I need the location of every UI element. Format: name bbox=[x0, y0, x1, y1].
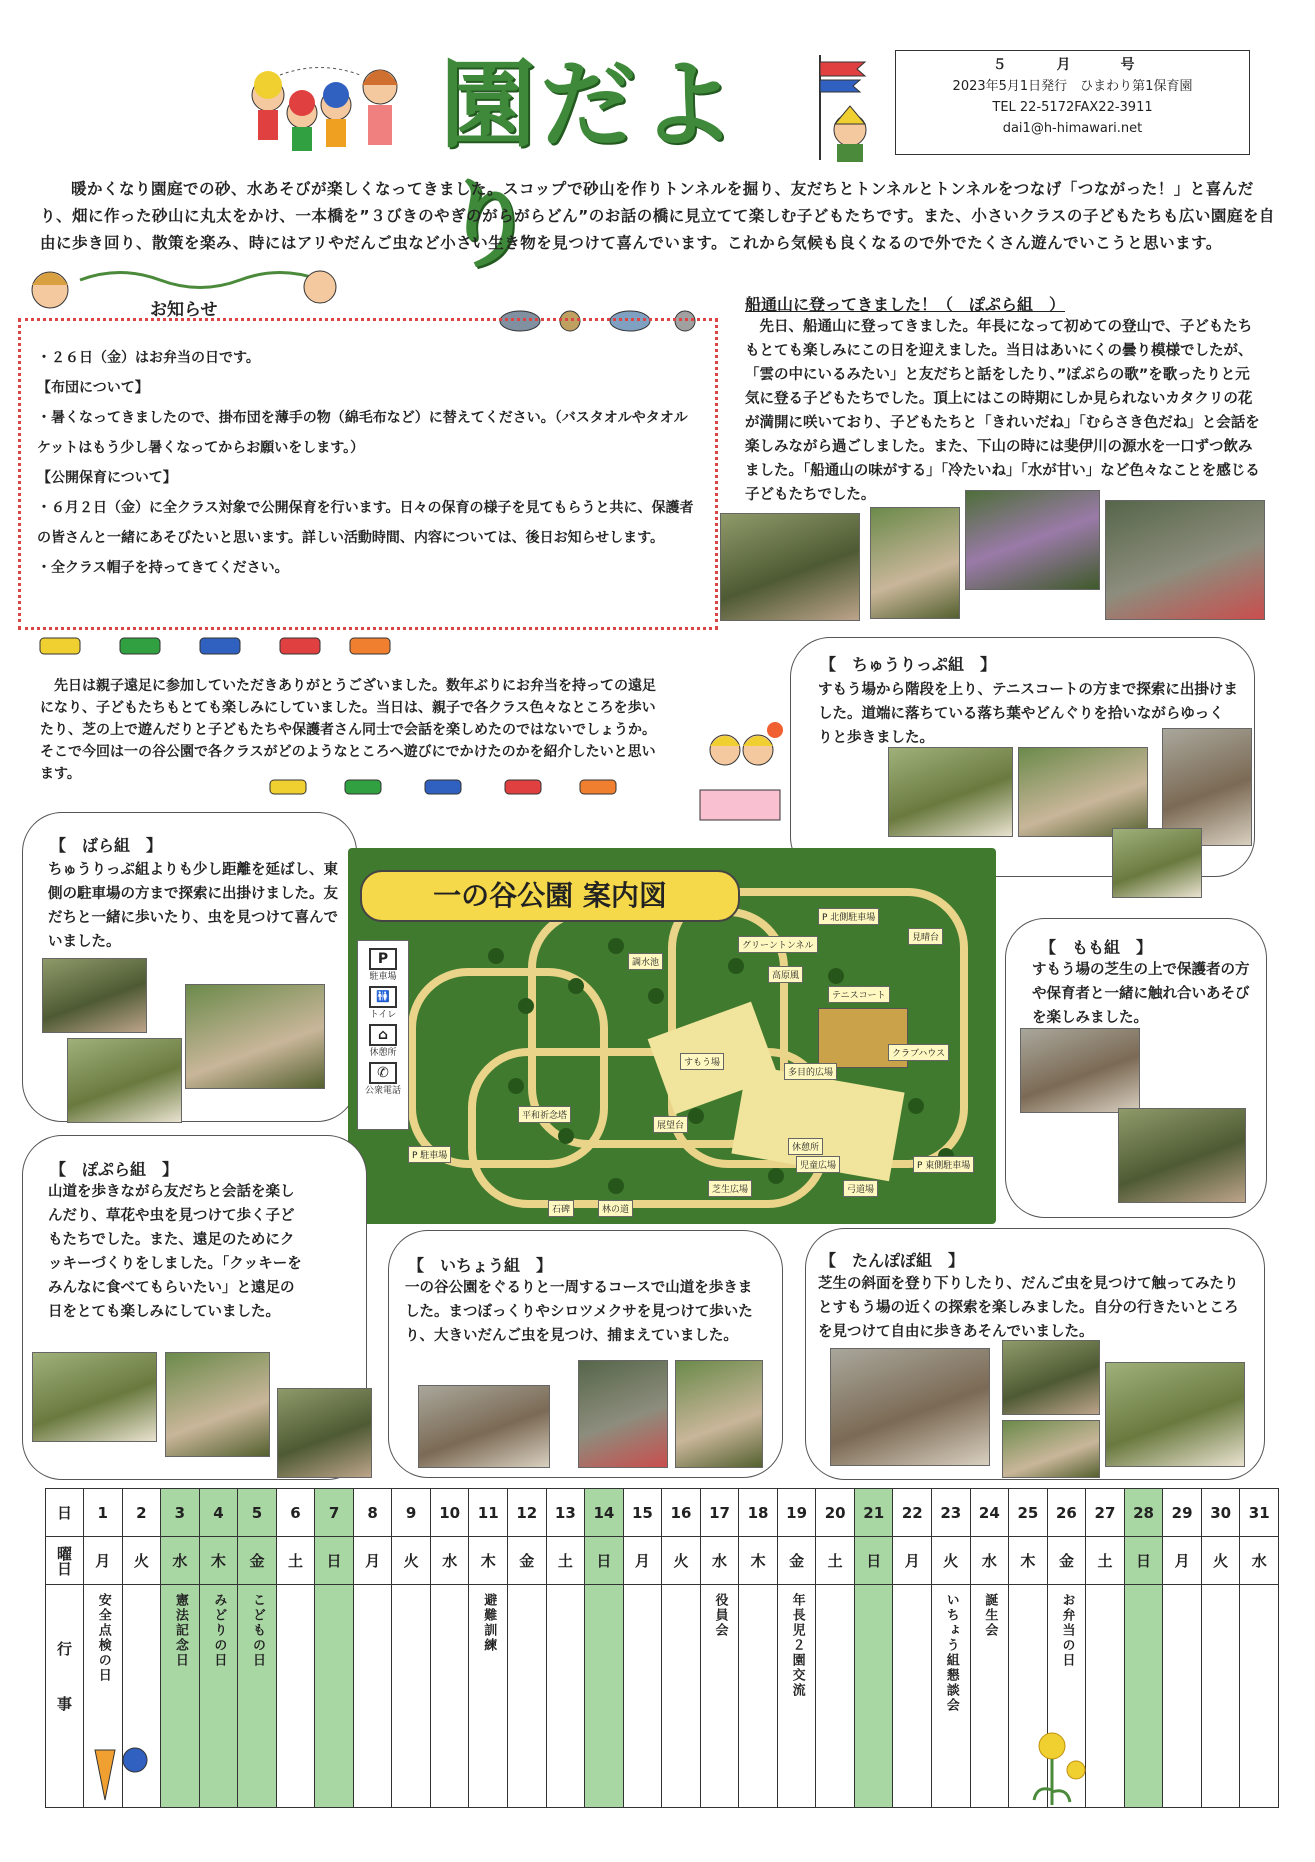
map-label: 多目的広場 bbox=[784, 1063, 837, 1080]
calendar-event-cell bbox=[854, 1585, 893, 1808]
calendar-event-cell bbox=[353, 1585, 392, 1808]
children-illustration bbox=[240, 55, 410, 155]
calendar-weekday: 日 bbox=[854, 1537, 893, 1585]
calendar-day-number: 13 bbox=[546, 1489, 585, 1537]
calendar-event-cell bbox=[1086, 1585, 1125, 1808]
bara-photo bbox=[185, 984, 325, 1089]
map-label: 休憩所 bbox=[788, 1138, 823, 1155]
notice-line: ・暑くなってきましたので、掛布団を薄手の物（綿毛布など）に替えてください。（バスタオルやタオルケットはもう少し暑くなってからお願いをします。） bbox=[37, 410, 688, 456]
calendar-day-number: 29 bbox=[1163, 1489, 1202, 1537]
calendar-event-cell bbox=[816, 1585, 855, 1808]
notice-line: ・６月２日（金）に全クラス対象で公開保育を行います。日々の保育の様子を見てもらうと共に、保護者の皆さんと一緒にあそびたいと思います。詳しい活動時間、内容については、後日お知らせします。 bbox=[37, 500, 694, 546]
popura-photo bbox=[165, 1352, 270, 1457]
calendar-weekday: 木 bbox=[199, 1537, 238, 1585]
calendar-event-cell bbox=[585, 1585, 624, 1808]
calendar-event-cell bbox=[315, 1585, 354, 1808]
calendar-weekday: 土 bbox=[816, 1537, 855, 1585]
calendar-weekday: 土 bbox=[546, 1537, 585, 1585]
map-legend bbox=[357, 940, 409, 1130]
calendar-day-number: 21 bbox=[854, 1489, 893, 1537]
map-label: 児童広場 bbox=[796, 1156, 840, 1173]
popura-class-body: 山道を歩きながら友だちと会話を楽しんだり、草花や虫を見つけて歩く子どもたちでした。また、遠足のためにクッキーづくりをしました。「クッキーをみんなに食べてもらいたい」と遠足の日をとても楽しみにしていました。 bbox=[48, 1184, 302, 1320]
calendar-weekday: 月 bbox=[893, 1537, 932, 1585]
calendar-event-cell bbox=[469, 1585, 508, 1808]
calendar-event-cell bbox=[1201, 1585, 1240, 1808]
icho-class-body: 一の谷公園をぐるりと一周するコースで山道を歩きました。まつぼっくりやシロツメクサを見つけて歩いたり、大きいだんご虫を見つけ、捕まえていました。 bbox=[405, 1280, 753, 1344]
map-label: 展望台 bbox=[653, 1116, 688, 1133]
calendar-day-number: 3 bbox=[161, 1489, 200, 1537]
map-title: 一の谷公園 案内図 bbox=[360, 870, 740, 922]
calendar-day-number: 31 bbox=[1240, 1489, 1279, 1537]
calendar-weekday: 水 bbox=[970, 1537, 1009, 1585]
toilet-icon: 🚻 bbox=[369, 986, 397, 1008]
icho-class-title: 【 いちょう組 】 bbox=[408, 1256, 553, 1275]
calendar-event-cell bbox=[1163, 1585, 1202, 1808]
calendar-event: 役員会 bbox=[712, 1593, 728, 1639]
map-label: P 東側駐車場 bbox=[913, 1156, 974, 1173]
dandelion-illustration bbox=[1030, 1730, 1090, 1810]
mountain-photo bbox=[870, 507, 960, 619]
popura-photo bbox=[32, 1352, 157, 1442]
calendar-weekday: 水 bbox=[161, 1537, 200, 1585]
map-label: 見晴台 bbox=[908, 928, 943, 945]
calendar-event-cell bbox=[932, 1585, 971, 1808]
calendar-day-number: 24 bbox=[970, 1489, 1009, 1537]
calendar-weekday: 火 bbox=[392, 1537, 431, 1585]
calendar-weekday: 木 bbox=[469, 1537, 508, 1585]
tulip-class-body: すもう場から階段を上り、テニスコートの方まで探索に出掛けました。道端に落ちている落ち葉やどんぐりを拾いながらゆっくりと歩きました。 bbox=[818, 682, 1238, 746]
notice-line: 【布団について】 bbox=[37, 380, 149, 396]
calendar-event: 安全点検の日 bbox=[95, 1593, 111, 1684]
funakoshi-title: 船通山に登ってきました！（ ぽぷら組 ） bbox=[745, 295, 1066, 314]
popura-class-title: 【 ぽぷら組 】 bbox=[50, 1160, 179, 1179]
carrot-bird-illustration bbox=[85, 1740, 155, 1805]
calendar-day-number: 27 bbox=[1086, 1489, 1125, 1537]
tanpopo-photo bbox=[1002, 1340, 1100, 1415]
calendar-day-number: 22 bbox=[893, 1489, 932, 1537]
tulip-photo bbox=[1018, 747, 1148, 837]
bara-photo bbox=[42, 958, 147, 1033]
calendar-day-number: 18 bbox=[739, 1489, 778, 1537]
issue-month: ５ 月 号 bbox=[992, 57, 1153, 73]
calendar-weekday: 日 bbox=[315, 1537, 354, 1585]
calendar-event-cell bbox=[970, 1585, 1009, 1808]
calendar-weekday: 火 bbox=[1201, 1537, 1240, 1585]
calendar-weekday: 月 bbox=[84, 1537, 123, 1585]
parking-icon: P bbox=[369, 948, 397, 970]
calendar-event-cell bbox=[238, 1585, 277, 1808]
map-label: 調水池 bbox=[628, 953, 663, 970]
icho-photo bbox=[418, 1385, 550, 1468]
tulip-photo bbox=[1112, 828, 1202, 898]
carp-streamer-illustration bbox=[805, 50, 885, 165]
phone-icon: ✆ bbox=[369, 1062, 397, 1084]
legend-label: トイレ bbox=[369, 1010, 397, 1020]
calendar-weekday: 月 bbox=[1163, 1537, 1202, 1585]
calendar-weekday: 木 bbox=[739, 1537, 778, 1585]
map-label: クラブハウス bbox=[888, 1044, 949, 1061]
calendar-event: 誕生会 bbox=[982, 1593, 998, 1639]
mountain-photo bbox=[1105, 500, 1265, 620]
calendar-day-number: 26 bbox=[1047, 1489, 1086, 1537]
calendar-weekday: 月 bbox=[623, 1537, 662, 1585]
notice-line: ・全クラス帽子を持ってきてください。 bbox=[37, 560, 289, 576]
excursion-text: 先日は親子遠足に参加していただきありがとうございました。数年ぶりにお弁当を持っての遠足になり、子どもたちもとても楽しみにしていました。当日は、親子で各クラス色々なところを歩いたり、芝の上で遊んだりと子どもたちや保護者さん同士で会話を楽しめたのではないでしょうか。そこで今回は一の谷公園で各クラスがどのようなところへ遊びにでかけたのかを紹介したいと思います。 bbox=[40, 678, 656, 782]
page-title: 園だより bbox=[440, 48, 740, 281]
calendar-day-number: 2 bbox=[122, 1489, 161, 1537]
calendar-weekday: 土 bbox=[276, 1537, 315, 1585]
rest-area-icon: ⌂ bbox=[369, 1024, 397, 1046]
calendar-header-day: 日 bbox=[46, 1489, 84, 1537]
calendar-event: 年長児２園交流 bbox=[789, 1593, 805, 1699]
tanpopo-photo bbox=[830, 1348, 990, 1466]
picnic-illustration bbox=[690, 720, 790, 825]
notice-box bbox=[18, 318, 718, 630]
calendar-event-cell bbox=[777, 1585, 816, 1808]
calendar-day-number: 5 bbox=[238, 1489, 277, 1537]
map-label: グリーントンネル bbox=[738, 936, 818, 953]
calendar-day-number: 7 bbox=[315, 1489, 354, 1537]
calendar-event: 避難訓練 bbox=[481, 1593, 497, 1654]
calendar-weekday: 土 bbox=[1086, 1537, 1125, 1585]
calendar-event-cell bbox=[623, 1585, 662, 1808]
calendar-weekday: 水 bbox=[700, 1537, 739, 1585]
intro-text: 暖かくなり園庭での砂、水あそびが楽しくなってきました。スコップで砂山を作りトンネルを掘り、友だちとトンネルとトンネルをつなげ「つながった！」と喜んだり、畑に作った砂山に丸太をかけ、一本橋を”３びきのやぎのがらがらどん”のお話の橋に見立てて楽しむ子どもたちです。また、小さいクラスの子どもたちも広い園庭を自由に歩き回り、散策を楽み、時にはアリやだんご虫など小さい生き物を見つけて喜んでいます。これから気候も良くなるので外でたくさん遊んでいこうと思います。 bbox=[40, 180, 1275, 252]
bara-class-body: ちゅうりっぷ組よりも少し距離を延ばし、東側の駐車場の方まで探索に出掛けました。友だちと一緒に歩いたり、虫を見つけて喜んでいました。 bbox=[48, 862, 338, 950]
calendar-event-cell bbox=[893, 1585, 932, 1808]
calendar-weekday: 金 bbox=[508, 1537, 547, 1585]
legend-label: 休憩所 bbox=[369, 1048, 397, 1058]
park-map bbox=[348, 848, 996, 1224]
legend-label: 公衆電話 bbox=[364, 1086, 401, 1096]
calendar-day-number: 23 bbox=[932, 1489, 971, 1537]
calendar-event-cell bbox=[161, 1585, 200, 1808]
calendar-day-number: 28 bbox=[1124, 1489, 1163, 1537]
tel-line: TEL 22-5172FAX22-3911 bbox=[992, 100, 1153, 115]
funakoshi-body: 先日、船通山に登ってきました。年長になって初めての登山で、子どもたちもとても楽しみにこの日を迎えました。当日はあいにくの曇り模様でしたが、「雲の中にいるみたい」と友だちと話をしたり、”ぽぷらの歌”を歌ったりと元気に登る子どもたちでした。頂上にはこの時期にしか見られないカタクリの花が満開に咲いており、子どもたちと「きれいだね」「むらさき色だね」と会話を楽しみながら過ごしました。また、下山の時には斐伊川の源水を一口ずつ飲みました。「船通山の味がする」「冷たいね」「水が甘い」など色々なことを感じる子どもたちでした。 bbox=[745, 319, 1260, 503]
calendar-event-cell bbox=[430, 1585, 469, 1808]
momo-class-body: すもう場の芝生の上で保護者の方や保育者と一緒に触れ合いあそびを楽しみました。 bbox=[1032, 962, 1250, 1026]
calendar-event: お弁当の日 bbox=[1059, 1593, 1075, 1669]
calendar-day-number: 1 bbox=[84, 1489, 123, 1537]
calendar-weekday: 金 bbox=[1047, 1537, 1086, 1585]
bara-photo bbox=[67, 1038, 182, 1123]
calendar-event-cell bbox=[392, 1585, 431, 1808]
calendar-day-number: 19 bbox=[777, 1489, 816, 1537]
calendar-event-cell bbox=[1124, 1585, 1163, 1808]
calendar-weekday: 月 bbox=[353, 1537, 392, 1585]
bara-class-title: 【 ばら組 】 bbox=[50, 836, 163, 855]
mountain-photo bbox=[720, 513, 860, 621]
map-label: 芝生広場 bbox=[708, 1180, 752, 1197]
momo-photo bbox=[1118, 1108, 1246, 1203]
calendar-event-cell bbox=[739, 1585, 778, 1808]
legend-label: 駐車場 bbox=[369, 972, 397, 982]
tanpopo-photo bbox=[1002, 1420, 1100, 1478]
tanpopo-class-title: 【 たんぽぽ組 】 bbox=[820, 1251, 965, 1270]
calendar-weekday: 日 bbox=[1124, 1537, 1163, 1585]
calendar-weekday: 木 bbox=[1009, 1537, 1048, 1585]
calendar-weekday: 水 bbox=[1240, 1537, 1279, 1585]
calendar-event: みどりの日 bbox=[211, 1593, 227, 1669]
monthly-calendar bbox=[45, 1488, 1279, 1808]
map-label: 平和祈念塔 bbox=[518, 1106, 571, 1123]
calendar-day-number: 4 bbox=[199, 1489, 238, 1537]
map-label: 高原風 bbox=[768, 966, 803, 983]
calendar-day-number: 12 bbox=[508, 1489, 547, 1537]
tanpopo-class-body: 芝生の斜面を登り下りしたり、だんご虫を見つけて触ってみたりとすもう場の近くの探索を楽しみました。自分の行きたいところを見つけて自由に歩きあそんでいました。 bbox=[818, 1276, 1239, 1340]
calendar-day-number: 25 bbox=[1009, 1489, 1048, 1537]
notice-title: お知らせ bbox=[150, 300, 218, 320]
icho-photo bbox=[675, 1360, 763, 1468]
calendar-weekday: 金 bbox=[238, 1537, 277, 1585]
map-label: 林の道 bbox=[598, 1200, 633, 1217]
momo-class-title: 【 もも組 】 bbox=[1040, 938, 1153, 957]
calendar-day-number: 20 bbox=[816, 1489, 855, 1537]
tulip-photo bbox=[888, 747, 1013, 837]
momo-photo bbox=[1020, 1028, 1140, 1113]
map-label: P 駐車場 bbox=[408, 1146, 451, 1163]
map-label: 石碑 bbox=[548, 1200, 574, 1217]
calendar-header-weekday: 曜日 bbox=[46, 1537, 84, 1585]
icho-photo bbox=[578, 1360, 668, 1468]
katakuri-flower-photo bbox=[965, 490, 1100, 590]
bus-border-decoration bbox=[265, 775, 625, 800]
notice-line: 【公開保育について】 bbox=[37, 470, 177, 486]
calendar-weekday: 火 bbox=[122, 1537, 161, 1585]
calendar-weekday: 日 bbox=[585, 1537, 624, 1585]
calendar-day-number: 6 bbox=[276, 1489, 315, 1537]
calendar-event-cell bbox=[508, 1585, 547, 1808]
calendar-weekday: 金 bbox=[777, 1537, 816, 1585]
calendar-event: こどもの日 bbox=[249, 1593, 265, 1669]
calendar-day-number: 16 bbox=[662, 1489, 701, 1537]
calendar-event-cell bbox=[546, 1585, 585, 1808]
calendar-event-cell bbox=[1240, 1585, 1279, 1808]
map-label: すもう場 bbox=[680, 1053, 724, 1070]
tanpopo-photo bbox=[1105, 1362, 1245, 1467]
bus-border-decoration bbox=[30, 632, 400, 660]
map-label: P 北側駐車場 bbox=[818, 908, 879, 925]
calendar-day-number: 17 bbox=[700, 1489, 739, 1537]
calendar-event-cell bbox=[700, 1585, 739, 1808]
calendar-event: いちょう組懇談会 bbox=[943, 1593, 959, 1714]
issue-line: 2023年5月1日発行 ひまわり第1保育園 bbox=[952, 79, 1193, 94]
calendar-weekday: 火 bbox=[662, 1537, 701, 1585]
calendar-day-number: 30 bbox=[1201, 1489, 1240, 1537]
calendar-day-number: 11 bbox=[469, 1489, 508, 1537]
calendar-weekday: 火 bbox=[932, 1537, 971, 1585]
calendar-day-number: 8 bbox=[353, 1489, 392, 1537]
calendar-day-number: 15 bbox=[623, 1489, 662, 1537]
calendar-event: 憲法記念日 bbox=[172, 1593, 188, 1669]
notice-line: ・２６日（金）はお弁当の日です。 bbox=[37, 350, 260, 366]
calendar-event-cell bbox=[662, 1585, 701, 1808]
popura-photo bbox=[277, 1388, 372, 1478]
calendar-day-number: 9 bbox=[392, 1489, 431, 1537]
calendar-day-number: 14 bbox=[585, 1489, 624, 1537]
email-line: dai1@h-himawari.net bbox=[1002, 121, 1143, 136]
map-label: テニスコート bbox=[828, 986, 890, 1003]
calendar-event-cell bbox=[199, 1585, 238, 1808]
map-label: 弓道場 bbox=[843, 1180, 878, 1197]
calendar-header-events: 行事 bbox=[46, 1585, 84, 1808]
calendar-day-number: 10 bbox=[430, 1489, 469, 1537]
calendar-event-cell bbox=[276, 1585, 315, 1808]
tulip-class-title: 【 ちゅうりっぷ組 】 bbox=[820, 655, 997, 674]
calendar-weekday: 水 bbox=[430, 1537, 469, 1585]
issue-info-box bbox=[895, 50, 1250, 155]
